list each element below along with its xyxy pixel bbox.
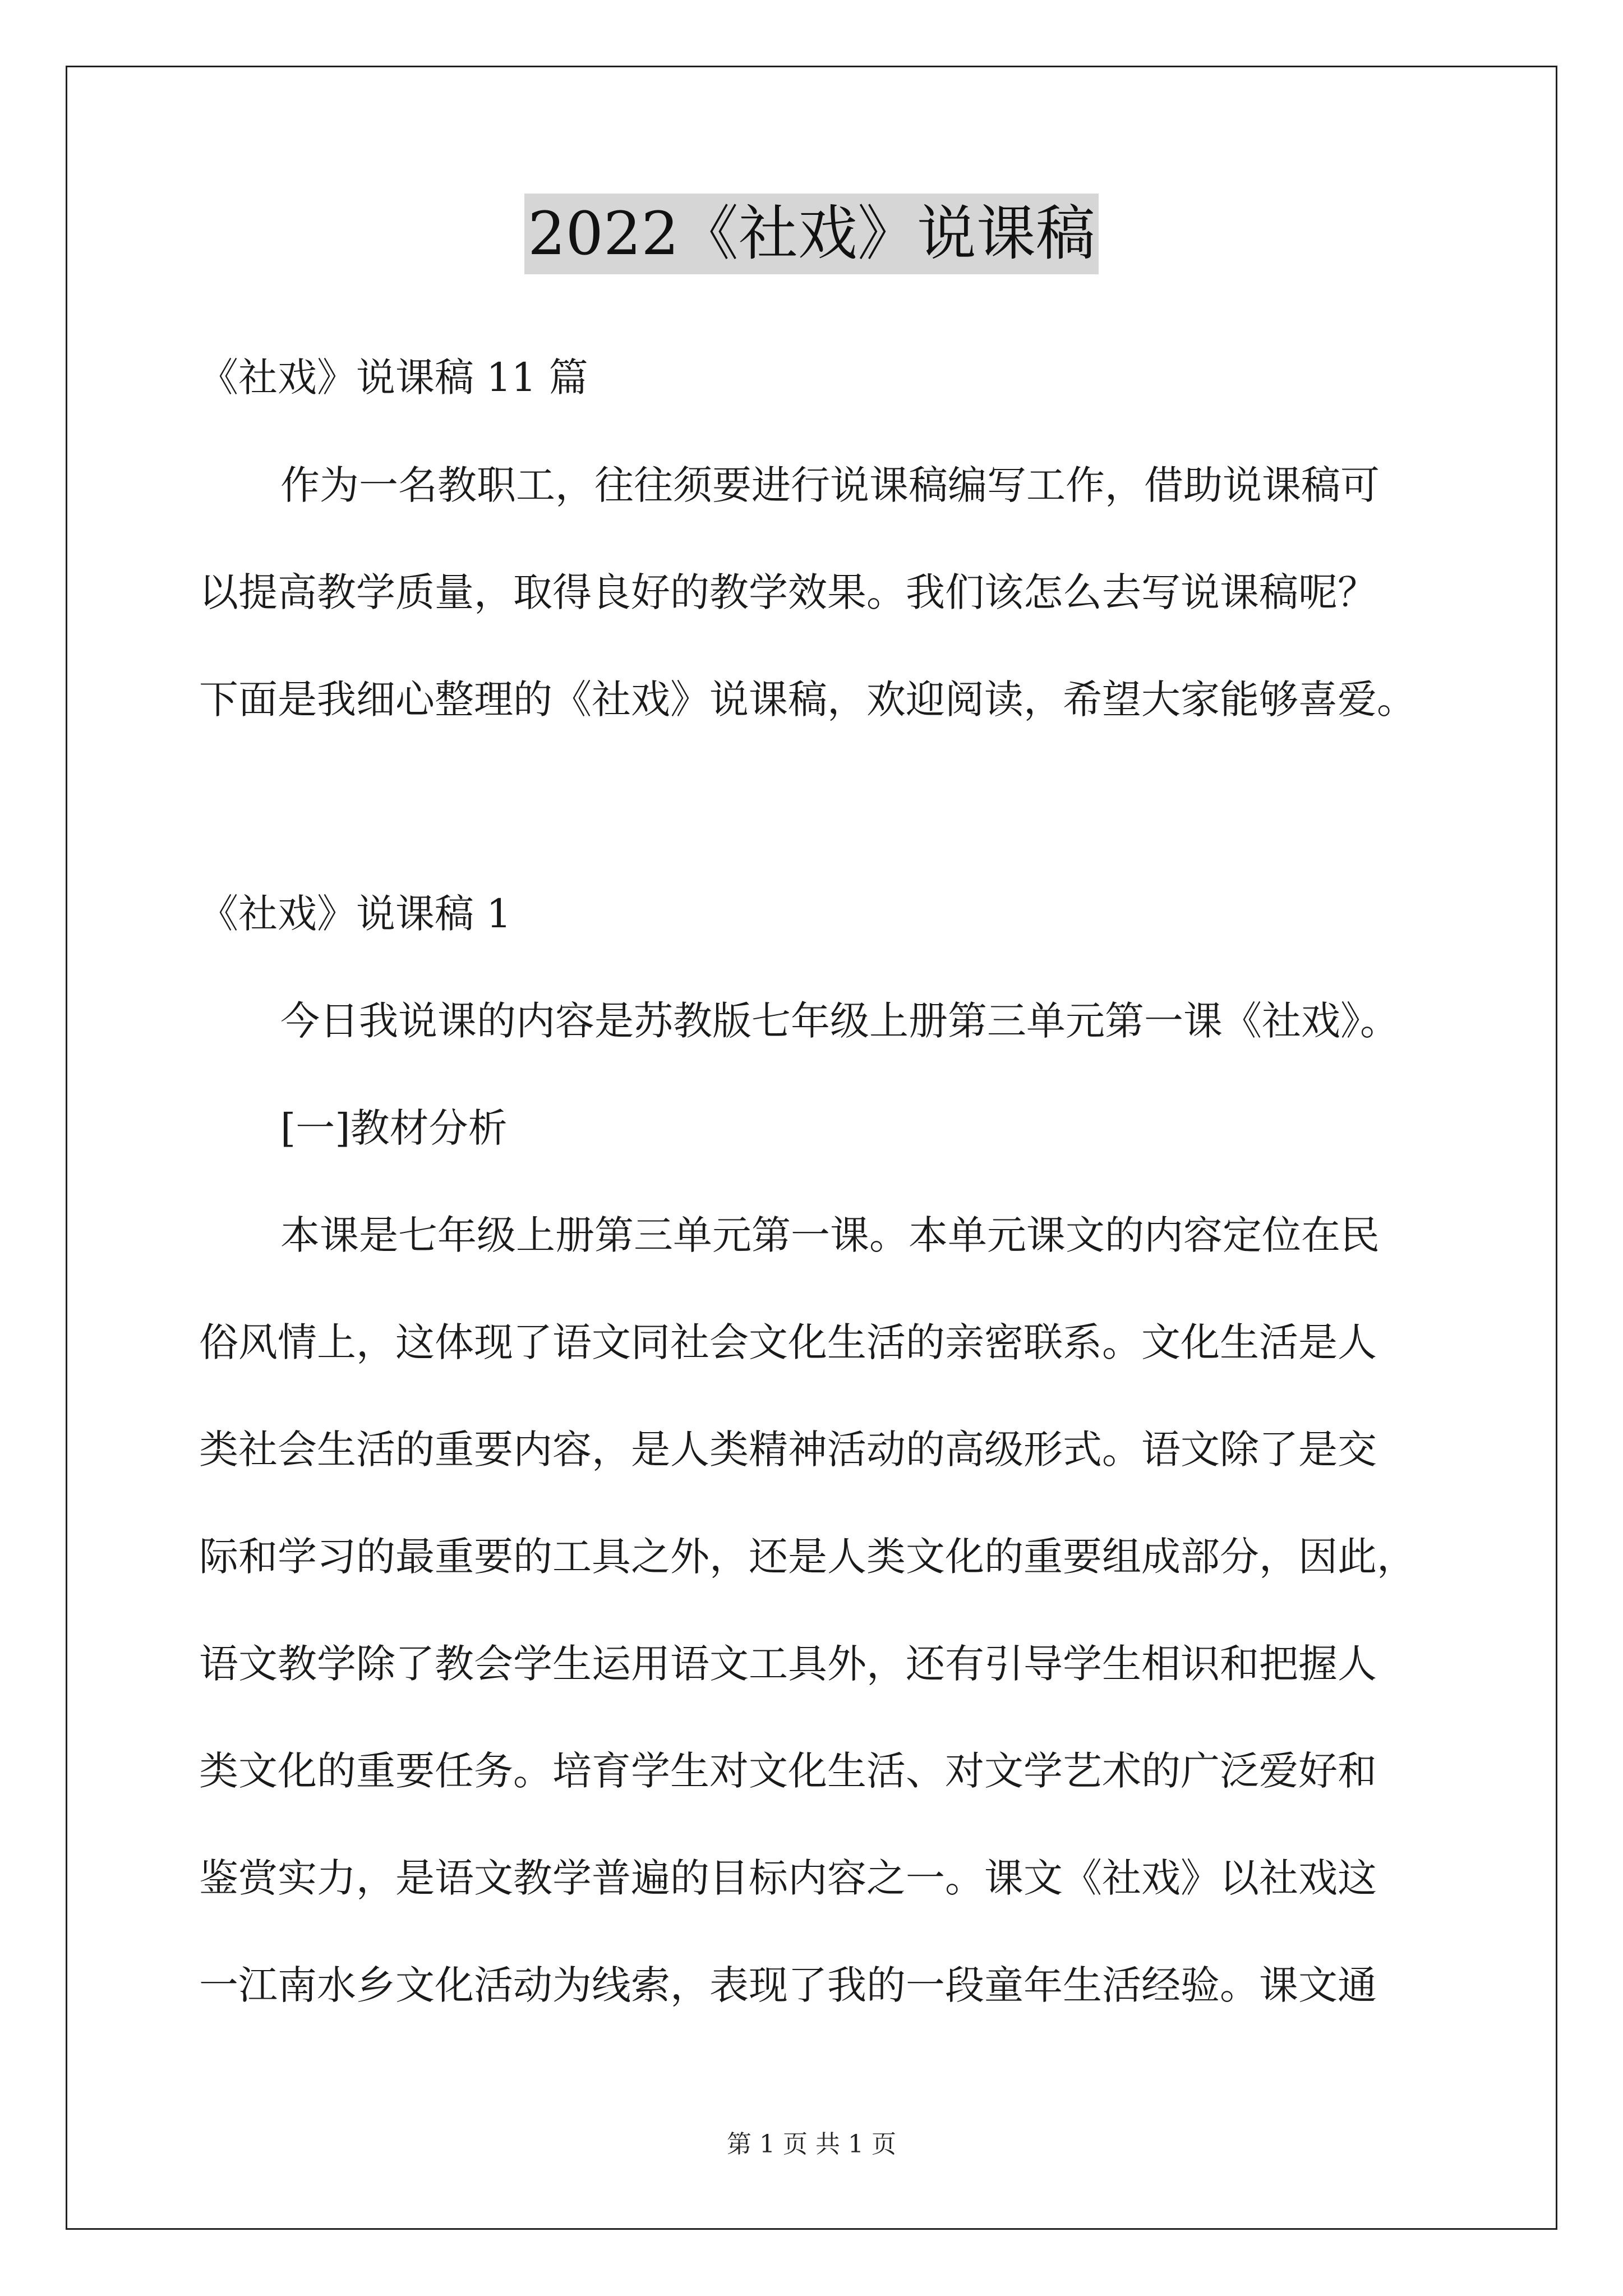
paragraph-line: 俗风情上，这体现了语文同社会文化生活的亲密联系。文化生活是人	[199, 1319, 1377, 1365]
title-container	[0, 194, 1623, 274]
subtitle-line: 《社戏》说课稿 11 篇	[199, 355, 588, 401]
section-heading: 《社戏》说课稿 1	[199, 891, 511, 937]
paragraph-line: 际和学习的最重要的工具之外，还是人类文化的重要组成部分，因此，	[199, 1534, 1416, 1580]
paragraph-line: 鉴赏实力，是语文教学普遍的目标内容之一。课文《社戏》以社戏这	[199, 1855, 1377, 1901]
document-title: 2022《社戏》说课稿	[524, 194, 1099, 274]
paragraph-line: 类文化的重要任务。培育学生对文化生活、对文学艺术的广泛爱好和	[199, 1748, 1377, 1794]
paragraph-line: 一江南水乡文化活动为线索，表现了我的一段童年生活经验。课文通	[199, 1962, 1377, 2008]
paragraph-line: 类社会生活的重要内容，是人类精神活动的高级形式。语文除了是交	[199, 1427, 1377, 1473]
paragraph-line: 今日我说课的内容是苏教版七年级上册第三单元第一课《社戏》。	[280, 998, 1399, 1044]
paragraph-line: 下面是我细心整理的《社戏》说课稿，欢迎阅读，希望大家能够喜爱。	[199, 677, 1416, 723]
paragraph-line: 以提高教学质量，取得良好的教学效果。我们该怎么去写说课稿呢？	[199, 569, 1377, 615]
paragraph-line: 语文教学除了教会学生运用语文工具外，还有引导学生相识和把握人	[199, 1641, 1377, 1687]
paragraph-line: 作为一名教职工，往往须要进行说课稿编写工作，借助说课稿可	[280, 462, 1380, 508]
page-footer: 第 1 页 共 1 页	[727, 2130, 896, 2159]
paragraph-line: 本课是七年级上册第三单元第一课。本单元课文的内容定位在民	[280, 1212, 1380, 1258]
subsection-heading: [一]教材分析	[280, 1105, 508, 1151]
